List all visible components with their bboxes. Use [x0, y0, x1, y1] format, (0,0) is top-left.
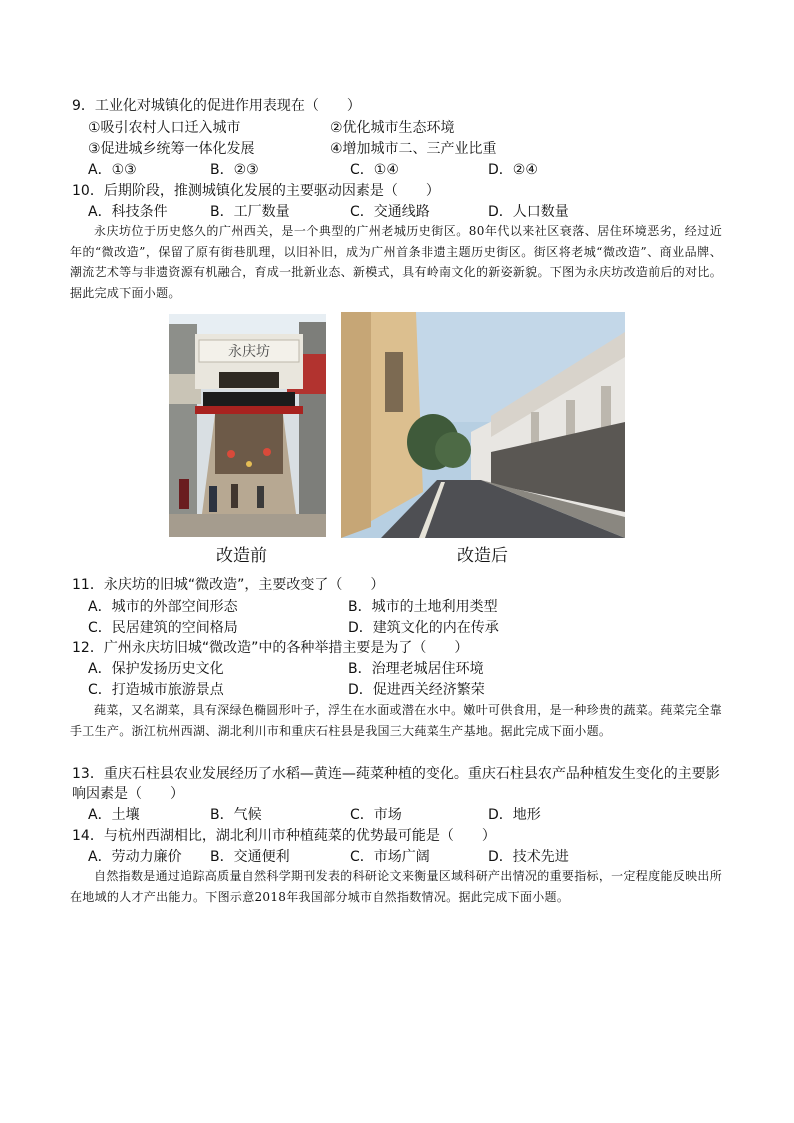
q11-stem: 11．永庆坊的旧城“微改造”，主要改变了（ ） [72, 577, 385, 593]
q9-option-c: C．①④ [350, 162, 399, 178]
passage-chuncai: 莼菜，又名湖菜，具有深绿色椭圆形叶子，浮生在水面或潜在水中。嫩叶可供食用，是一种珍贵的蔬菜。莼菜完全靠手工生产。浙江杭州西湖、湖北利川市和重庆石柱县是我国三大莼菜生产基地。据此完成下面小题。 [70, 703, 722, 738]
passage-nature-index: 自然指数是通过追踪高质量自然科学期刊发表的科研论文来衡量区域科研产出情况的重要指标，一定程度能反映出所在地域的人才产出能力。下图示意2018年我国部分城市自然指数情况。据此完成下面小题。 [70, 869, 722, 904]
q13-stem-line2: 响因素是（ ） [72, 786, 184, 802]
q10-option-a: A．科技条件 [88, 204, 168, 220]
q10-option-d: D．人口数量 [488, 204, 569, 220]
q9-option-a: A．①③ [88, 162, 137, 178]
q14-option-c: C．市场广阔 [350, 849, 430, 865]
q12-stem: 12．广州永庆坊旧城“微改造”中的各种举措主要是为了（ ） [72, 640, 469, 656]
q11-option-b: B．城市的土地利用类型 [348, 599, 498, 615]
q9-option-d: D．②④ [488, 162, 538, 178]
q12-option-d: D．促进西关经济繁荣 [348, 682, 485, 698]
q11-option-c: C．民居建筑的空间格局 [88, 620, 238, 636]
q13-option-d: D．地形 [488, 807, 541, 823]
photo-before [169, 314, 326, 537]
q10-option-c: C．交通线路 [350, 204, 430, 220]
q9-item-1: ①吸引农村人口迁入城市 [88, 120, 241, 136]
q9-stem: 9．工业化对城镇化的促进作用表现在（ ） [72, 98, 361, 114]
q14-option-b: B．交通便利 [210, 849, 290, 865]
q11-option-a: A．城市的外部空间形态 [88, 599, 238, 615]
q12-option-a: A．保护发扬历史文化 [88, 661, 224, 677]
passage-yongqingfang: 永庆坊位于历史悠久的广州西关，是一个典型的广州老城历史街区。80年代以来社区衰落、居住环境恶劣，经过近年的“微改造”，保留了原有街巷肌理，以旧补旧，成为广州首条非遗主题历史街区。街区将老城“微改造”、商业品牌、潮流艺术等与非遗资源有机融合，育成一批新业态、新模式，具有岭南文化的新姿新貌。下图为永庆坊改造前后的对比。据此完成下面小题。 [70, 224, 722, 300]
caption-before: 改造前 [216, 546, 267, 566]
q14-option-d: D．技术先进 [488, 849, 569, 865]
photo-after [341, 312, 625, 538]
q14-stem: 14．与杭州西湖相比，湖北利川市种植莼菜的优势最可能是（ ） [72, 828, 496, 844]
q10-option-b: B．工厂数量 [210, 204, 290, 220]
q13-option-c: C．市场 [350, 807, 402, 823]
q13-option-b: B．气候 [210, 807, 262, 823]
q9-option-b: B．②③ [210, 162, 259, 178]
q9-item-4: ④增加城市二、三产业比重 [330, 141, 497, 157]
caption-after: 改造后 [457, 546, 508, 566]
q11-option-d: D．建筑文化的内在传承 [348, 620, 499, 636]
gate-title-text: 永庆坊 [228, 344, 270, 360]
q12-option-c: C．打造城市旅游景点 [88, 682, 224, 698]
q13-stem-line1: 13．重庆石柱县农业发展经历了水稻—黄连—莼菜种植的变化。重庆石柱县农产品种植发生变化的主要影 [72, 766, 720, 782]
q9-item-3: ③促进城乡统筹一体化发展 [88, 141, 255, 157]
q14-option-a: A．劳动力廉价 [88, 849, 182, 865]
q9-item-2: ②优化城市生态环境 [330, 120, 455, 136]
q13-option-a: A．土壤 [88, 807, 140, 823]
q12-option-b: B．治理老城居住环境 [348, 661, 484, 677]
q10-stem: 10．后期阶段，推测城镇化发展的主要驱动因素是（ ） [72, 183, 440, 199]
